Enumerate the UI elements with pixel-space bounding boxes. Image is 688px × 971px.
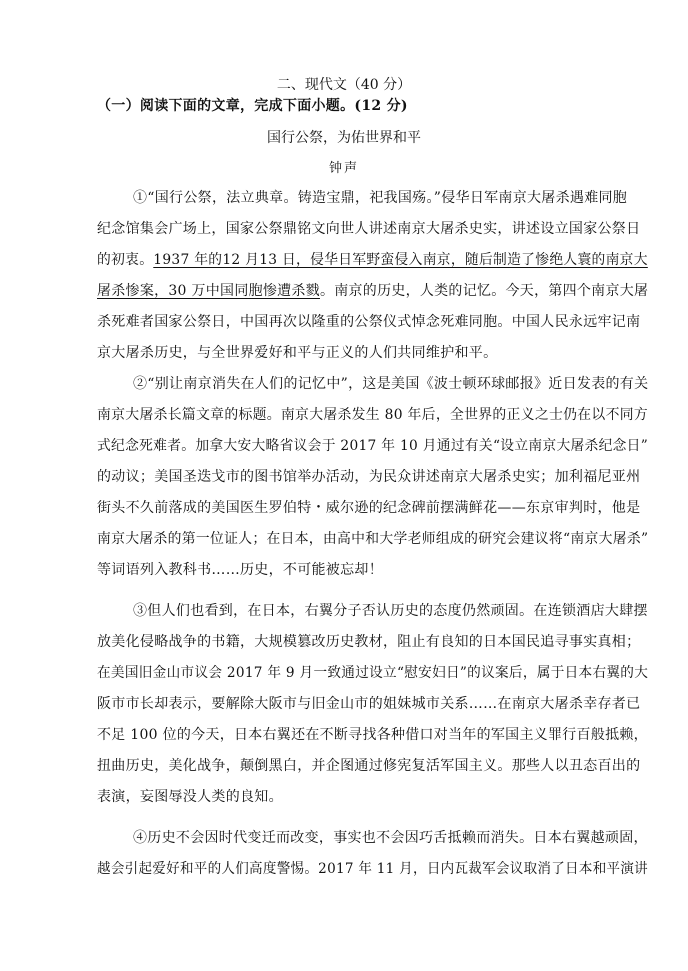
paragraph-line: 式纪念死难者。加拿大安大略省议会于 2017 年 10 月通过有关“设立南京大屠杀纪念日” [97, 438, 649, 454]
paragraph-line: ③但人们也看到，在日本，右翼分子否认历史的态度仍然顽固。在连锁酒店大肆摆 [133, 603, 648, 619]
paragraph-line: ④历史不会因时代变迁而改变，事实也不会因巧舌抵赖而消失。日本右翼越顽固， [133, 830, 648, 846]
paragraph-line: 在美国旧金山市议会 2017 年 9 月一致通过设立“慰安妇日”的议案后，属于日本右翼的大 [97, 665, 649, 681]
section-heading: 二、现代文（40 分） [276, 77, 412, 93]
paragraph-line: ①“国行公祭，法立典章。铸造宝鼎，祀我国殇。”侵华日军南京大屠杀遇难同胞 [133, 190, 628, 206]
paragraph-line: 等词语列入教科书……历史，不可能被忘却！ [97, 562, 383, 578]
paragraph-line: 纪念馆集会广场上，国家公祭鼎铭文向世人讲述南京大屠杀史实，讲述设立国家公祭日 [97, 221, 641, 237]
paragraph-line: 京大屠杀历史，与全世界爱好和平与正义的人们共同维护和平。 [97, 345, 498, 361]
underlined-text: 屠杀惨案，30 万中国同胞惨遭杀戮 [97, 283, 320, 299]
paragraph-line: 表演，妄图辱没人类的良知。 [97, 789, 283, 805]
paragraph-line: 南京大屠杀的第一位证人；在日本，由高中和大学老师组成的研究会建议将“南京大屠杀” [97, 531, 649, 547]
paragraph-line [97, 250, 648, 270]
paragraph-line: 的动议；美国圣迭戈市的图书馆举办活动，为民众讲述南京大屠杀史实；加利福尼亚州 [97, 469, 641, 485]
article-title: 国行公祭，为佑世界和平 [267, 130, 421, 146]
paragraph-line: 杀死难者国家公祭日，中国再次以隆重的公祭仪式悼念死难同胞。中国人民永远牢记南 [97, 314, 641, 330]
underlined-text: 1937 年的12 月13 日，侵华日军野蛮侵入南京，随后制造了惨绝人寰的南京大 [153, 252, 648, 268]
question-instruction: （一）阅读下面的文章，完成下面小题。(12 分) [97, 98, 408, 114]
paragraph-line: 阪市市长却表示，要解除大阪市与旧金山市的姐妹城市关系……在南京大屠杀幸存者已 [97, 696, 641, 712]
paragraph-line: 不足 100 位的今天，日本右翼还在不断寻找各种借口对当年的军国主义罪行百般抵赖， [97, 727, 648, 743]
paragraph-line: 放美化侵略战争的书籍，大规模篡改历史教材，阻止有良知的日本国民追寻事实真相； [97, 634, 641, 650]
paragraph-line [97, 281, 648, 301]
line-text: 。南京的历史，人类的记忆。今天，第四个南京大屠 [319, 283, 649, 299]
line-text: 的初衷。 [97, 252, 154, 268]
paragraph-line: 越会引起爱好和平的人们高度警惕。2017 年 11 月，日内瓦裁军会议取消了日本和平演讲 [97, 861, 648, 877]
paragraph-line: ②“别让南京消失在人们的记忆中”，这是美国《波士顿环球邮报》近日发表的有关 [133, 376, 649, 392]
paragraph-line: 南京大屠杀长篇文章的标题。南京大屠杀发生 80 年后，全世界的正义之士仍在以不同方 [97, 407, 649, 423]
paragraph-line: 街头不久前落成的美国医生罗伯特・威尔逊的纪念碑前摆满鲜花——东京审判时，他是 [97, 500, 641, 516]
article-author: 钟声 [328, 161, 359, 176]
paragraph-line: 扭曲历史，美化战争，颠倒黑白，并企图通过修宪复活军国主义。那些人以丑态百出的 [97, 758, 641, 774]
